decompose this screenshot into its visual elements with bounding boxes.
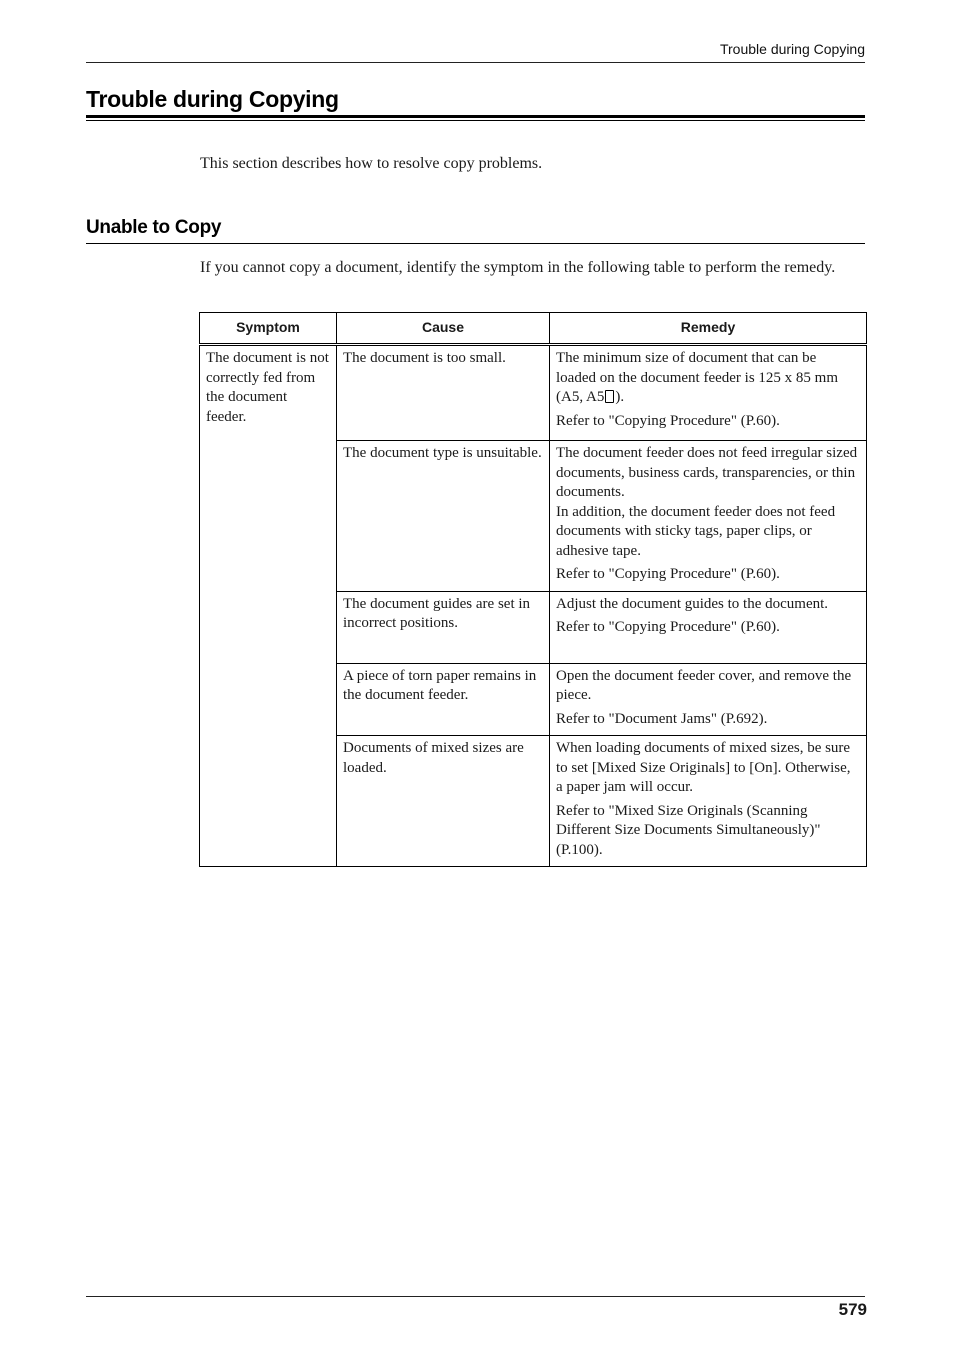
remedy-cell — [550, 736, 867, 867]
cause-cell — [337, 441, 550, 592]
remedy-text: Open the document feeder cover, and remove the piece. — [556, 667, 852, 703]
cause-text: The document type is unsuitable. — [343, 445, 542, 461]
remedy-reference: Refer to "Mixed Size Originals (Scanning Different Size Documents Simultaneously)" (P.100). — [556, 802, 821, 858]
footer-rule — [86, 1296, 865, 1297]
remedy-reference: Refer to "Copying Procedure" (P.60). — [556, 566, 780, 582]
header-rule — [86, 62, 865, 63]
remedy-cell — [550, 345, 867, 441]
page-title: Trouble during Copying — [86, 86, 339, 112]
symptom-cell — [200, 345, 337, 867]
cause-cell — [337, 736, 550, 867]
cause-text: A piece of torn paper remains in the document feeder. — [343, 667, 537, 703]
trouble-table — [199, 312, 867, 867]
running-header: Trouble during Copying — [719, 41, 865, 57]
table-header-row — [200, 313, 867, 345]
header-cause: Cause — [337, 313, 550, 345]
section-rule — [86, 243, 865, 244]
symptom-text: The document is not correctly fed from the document feeder. — [206, 350, 329, 425]
remedy-text-part: The document feeder does not feed irregular sized documents, business cards, transparencies, or thin documents. — [556, 445, 858, 500]
remedy-text-part: The minimum size of document that can be loaded on the document feeder is 125 x 85 mm (A5, A5 — [556, 350, 839, 405]
paper-portrait-icon — [605, 390, 614, 403]
table-row — [200, 345, 867, 441]
title-rule-thick — [86, 115, 865, 118]
remedy-text — [556, 349, 860, 408]
header-remedy: Remedy — [550, 313, 867, 345]
cause-text: The document guides are set in incorrect positions. — [343, 595, 531, 631]
section-heading: Unable to Copy — [86, 217, 222, 238]
remedy-text — [556, 444, 860, 561]
title-rule-thin — [86, 120, 865, 121]
remedy-text: Adjust the document guides to the document. — [556, 595, 829, 612]
remedy-reference: Refer to "Copying Procedure" (P.60). — [556, 412, 780, 429]
remedy-reference: Refer to "Copying Procedure" (P.60). — [556, 619, 780, 635]
remedy-text: When loading documents of mixed sizes, be sure to set [Mixed Size Originals] to [On]. Otherwise, a paper jam will occur. — [556, 740, 851, 795]
remedy-cell — [550, 663, 867, 736]
remedy-cell — [550, 591, 867, 663]
section-lead: If you cannot copy a document, identify the symptom in the following table to perform the remedy. — [200, 259, 836, 276]
page-number: 579 — [838, 1300, 867, 1319]
cause-cell — [337, 663, 550, 736]
header-symptom: Symptom — [200, 313, 337, 345]
cause-cell — [337, 591, 550, 663]
cause-text: Documents of mixed sizes are loaded. — [343, 740, 524, 776]
remedy-reference: Refer to "Document Jams" (P.692). — [556, 710, 768, 727]
remedy-cell — [550, 441, 867, 592]
remedy-text-part: In addition, the document feeder does not feed documents with sticky tags, paper clips, or adhesive tape. — [556, 503, 836, 559]
cause-cell — [337, 345, 550, 441]
remedy-text-part: ). — [615, 389, 625, 405]
intro-paragraph: This section describes how to resolve copy problems. — [200, 155, 543, 172]
cause-text: The document is too small. — [343, 350, 506, 366]
